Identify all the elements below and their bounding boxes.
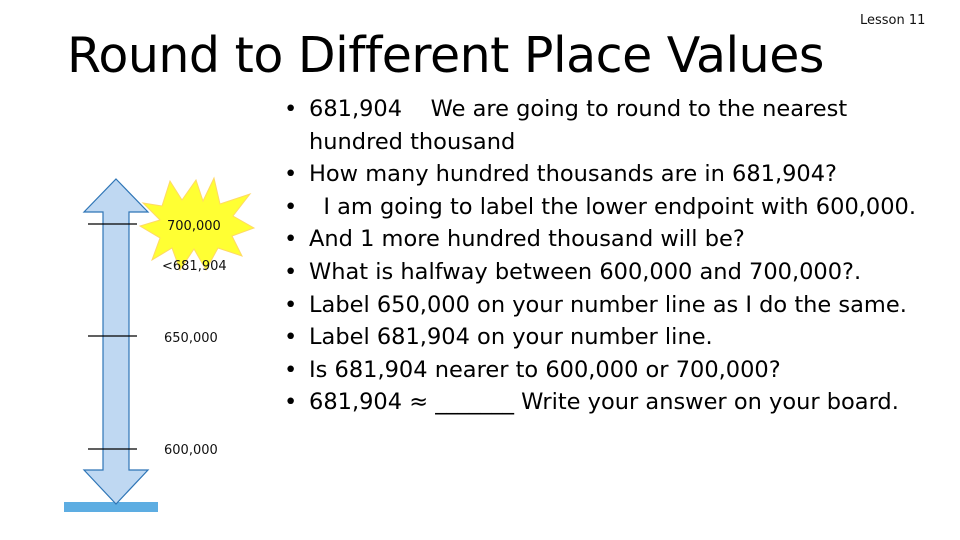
- label-700000: 700,000: [167, 219, 221, 234]
- bullet-item: • Is 681,904 nearer to 600,000 or 700,000?: [282, 354, 942, 387]
- bullet-item: • 681,904 ≈ _______ Write your answer on your board.: [282, 386, 942, 419]
- bullet-item: • 681,904 We are going to round to the nearest hundred thousand: [282, 93, 942, 158]
- label-marked-value: <681,904: [162, 259, 227, 274]
- bullet-item: • And 1 more hundred thousand will be?: [282, 223, 942, 256]
- double-arrow: [84, 179, 148, 504]
- lesson-number: Lesson 11: [860, 13, 926, 28]
- label-650000: 650,000: [164, 331, 218, 346]
- bullet-item: • How many hundred thousands are in 681,904?: [282, 158, 942, 191]
- bullet-item: • Label 650,000 on your number line as I do the same.: [282, 289, 942, 322]
- bullet-item: • Label 681,904 on your number line.: [282, 321, 942, 354]
- bullet-list: [282, 93, 942, 419]
- number-line-base: [64, 502, 158, 512]
- slide-title: Round to Different Place Values: [67, 27, 824, 84]
- bullet-item: • I am going to label the lower endpoint with 600,000.: [282, 191, 942, 224]
- bullet-item: • What is halfway between 600,000 and 700,000?.: [282, 256, 942, 289]
- label-600000: 600,000: [164, 443, 218, 458]
